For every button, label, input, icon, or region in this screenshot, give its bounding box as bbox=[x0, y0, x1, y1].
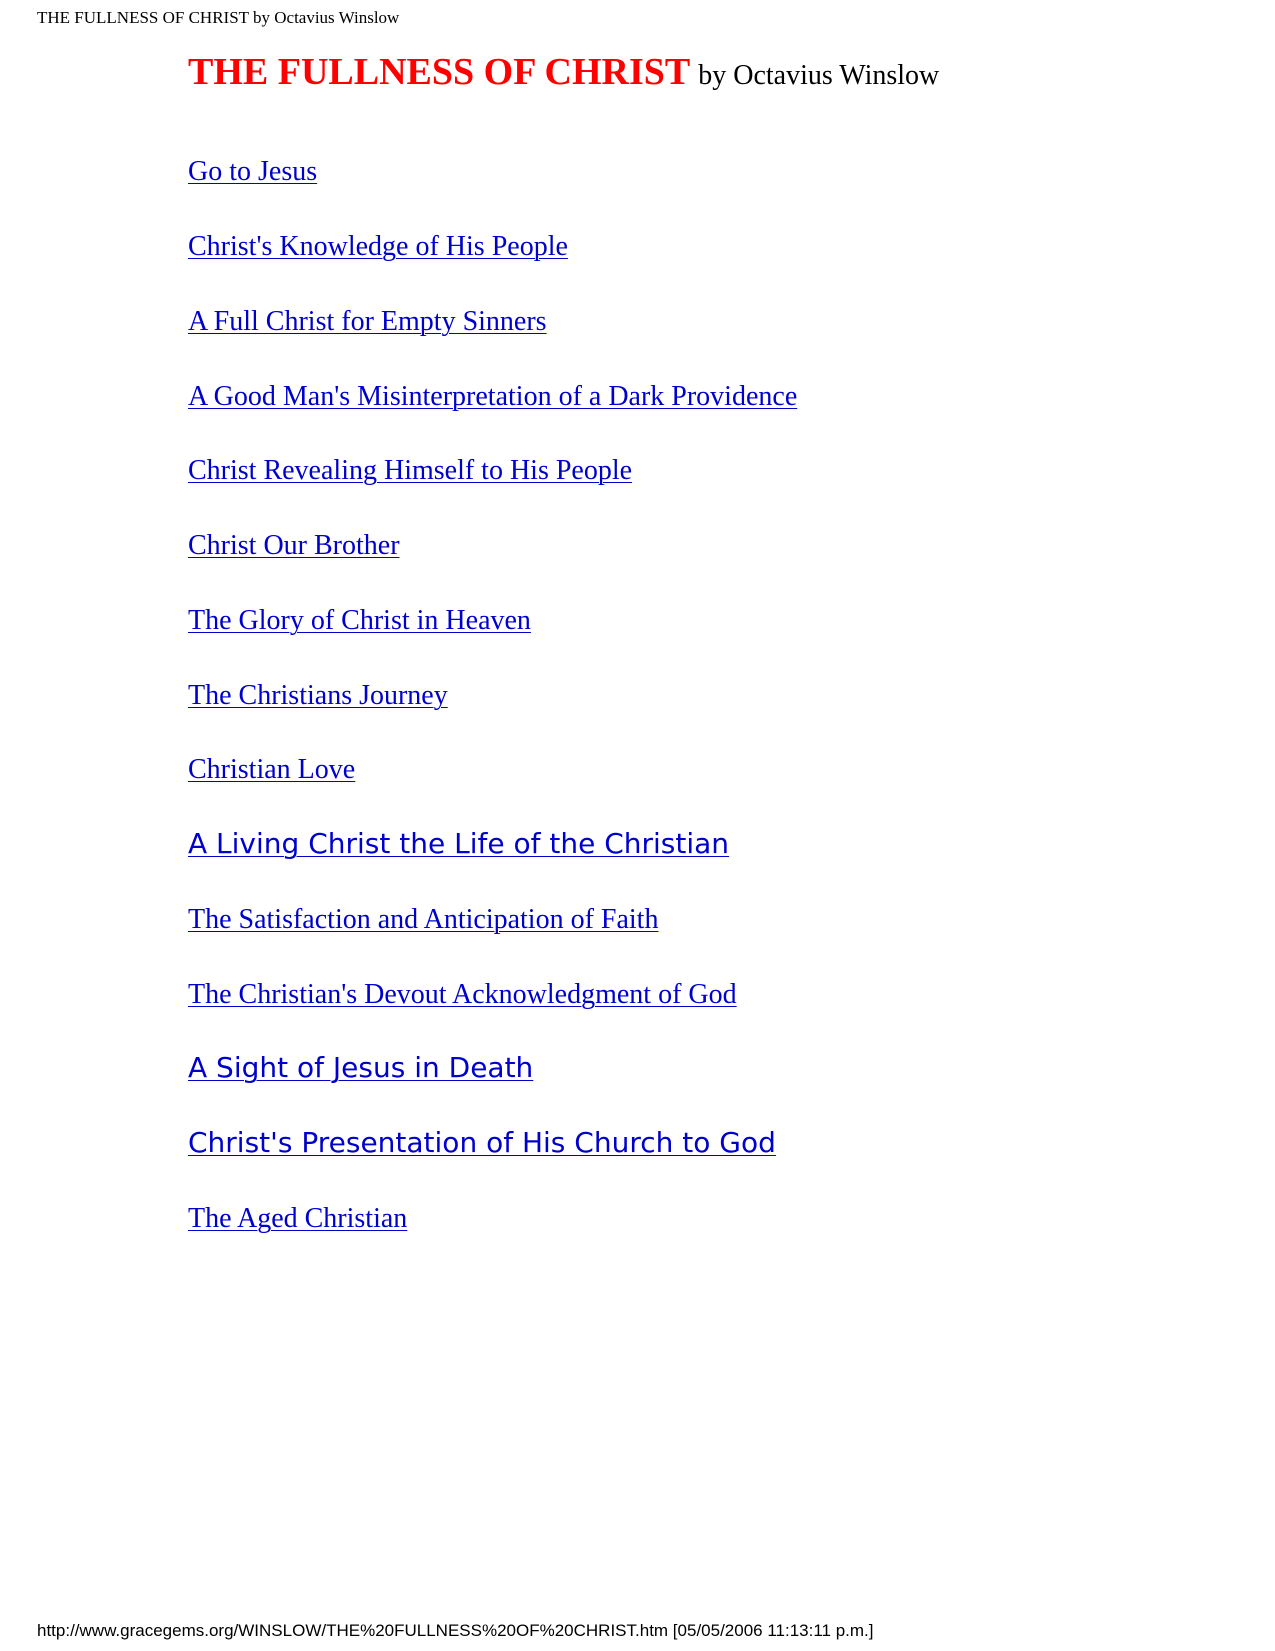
chapter-link-go-to-jesus[interactable]: Go to Jesus bbox=[188, 156, 318, 187]
chapter-link-satisfaction-of-faith[interactable]: The Satisfaction and Anticipation of Faith bbox=[188, 904, 659, 935]
chapter-link-christian-love[interactable]: Christian Love bbox=[188, 754, 356, 785]
book-title: THE FULLNESS OF CHRIST bbox=[188, 51, 691, 93]
chapter-link-christs-presentation[interactable]: Christ's Presentation of His Church to God bbox=[188, 1126, 776, 1159]
chapter-link-glory-of-christ[interactable]: The Glory of Christ in Heaven bbox=[188, 605, 531, 636]
page-title bbox=[188, 50, 939, 94]
chapter-link-good-mans-misinterpretation[interactable]: A Good Man's Misinterpretation of a Dark Providence bbox=[188, 381, 798, 412]
chapter-link-devout-acknowledgment[interactable]: The Christian's Devout Acknowledgment of God bbox=[188, 979, 737, 1010]
print-footer-url: http://www.gracegems.org/WINSLOW/THE%20FULLNESS%20OF%20CHRIST.htm [05/05/2006 11:13:11 p.m.] bbox=[37, 1621, 874, 1640]
chapter-link-aged-christian[interactable]: The Aged Christian bbox=[188, 1203, 408, 1234]
chapter-link-sight-of-jesus[interactable]: A Sight of Jesus in Death bbox=[188, 1051, 534, 1084]
chapter-link-christs-knowledge[interactable]: Christ's Knowledge of His People bbox=[188, 231, 568, 262]
chapter-link-christ-our-brother[interactable]: Christ Our Brother bbox=[188, 530, 400, 561]
chapter-link-christians-journey[interactable]: The Christians Journey bbox=[188, 680, 448, 711]
chapter-link-full-christ[interactable]: A Full Christ for Empty Sinners bbox=[188, 306, 547, 337]
print-header-title: THE FULLNESS OF CHRIST by Octavius Winslow bbox=[37, 8, 400, 27]
chapter-link-living-christ[interactable]: A Living Christ the Life of the Christian bbox=[188, 827, 730, 860]
chapter-link-christ-revealing[interactable]: Christ Revealing Himself to His People bbox=[188, 455, 633, 486]
book-author: by Octavius Winslow bbox=[698, 60, 940, 91]
